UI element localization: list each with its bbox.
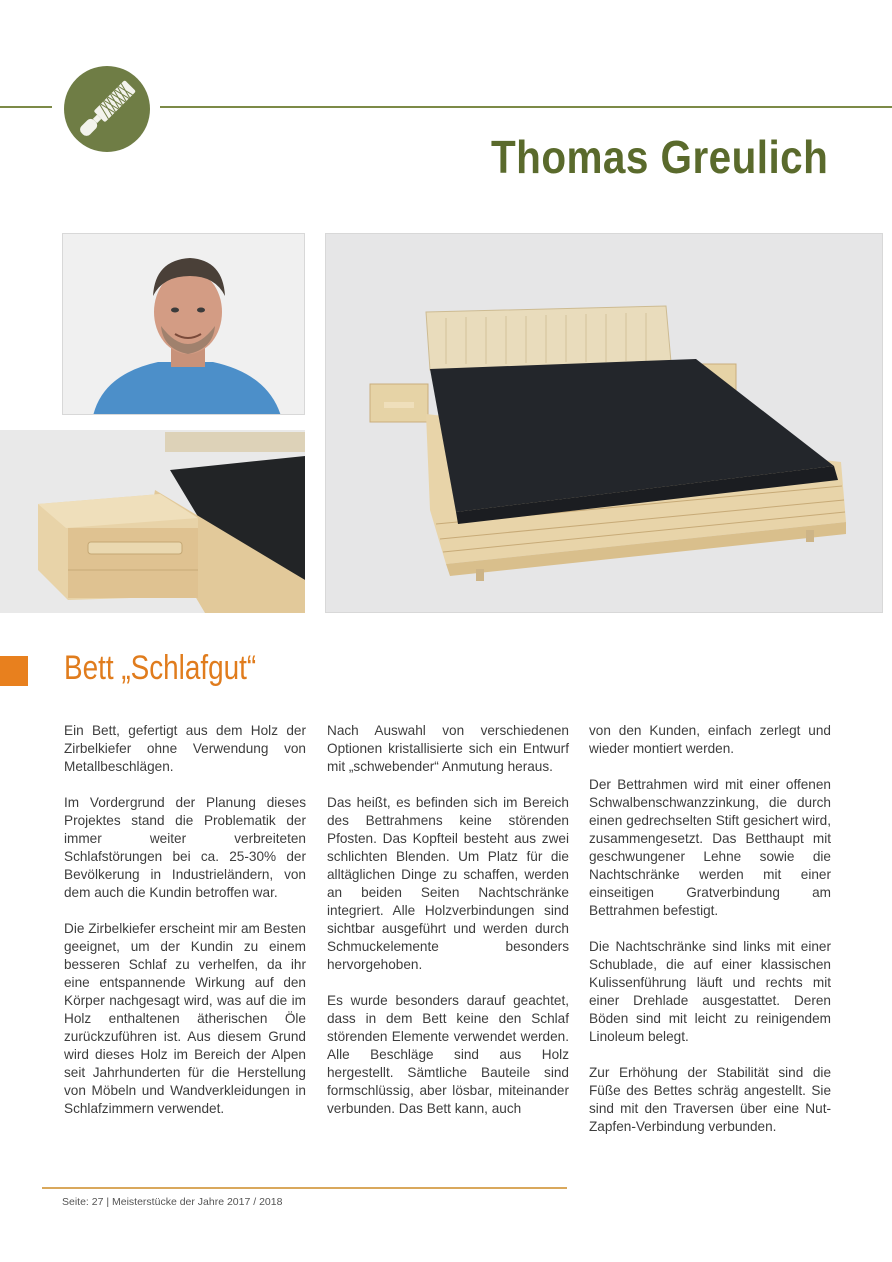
text-column-3 <box>589 722 831 1154</box>
portrait-photo <box>62 233 305 415</box>
rasp-file-icon <box>64 66 150 152</box>
paragraph: von den Kunden, einfach zerlegt und wieder montiert werden. <box>589 723 831 756</box>
bed-photo <box>325 233 883 613</box>
paragraph: Im Vordergrund der Planung dieses Projektes stand die Problematik der immer weiter verbreiteten Schlafstörungen bei ca. 25-30% der Bevölkerung in Industrieländern, von dem auch die Kundin betroffen war. <box>64 795 306 900</box>
text-column-2 <box>327 722 569 1136</box>
nightstand-photo <box>0 430 305 613</box>
paragraph: Ein Bett, gefertigt aus dem Holz der Zirbelkiefer ohne Verwendung von Metallbeschlägen. <box>64 723 306 774</box>
header-rule-right <box>160 106 892 108</box>
paragraph: Das heißt, es befinden sich im Bereich des Bettrahmens keine störenden Pfosten. Das Kopfteil besteht aus zwei schlichten Blenden. Um Platz für die alltäglichen Dinge zu schaffen, werden an beiden Seiten Nachtschränke integriert. Alle Holzverbindungen sind sichtbar ausgeführt und werden durch Schmuckelemente besonders hervorgehoben. <box>327 795 569 972</box>
page-footer: Seite: 27 | Meisterstücke der Jahre 2017 / 2018 <box>62 1196 283 1208</box>
paragraph: Zur Erhöhung der Stabilität sind die Füße des Bettes schräg angestellt. Sie sind mit den Traversen über eine Nut-Zapfen-Verbindung verbunden. <box>589 1065 831 1134</box>
footer-rule <box>42 1187 567 1189</box>
text-column-1 <box>64 722 306 1136</box>
paragraph: Die Zirbelkiefer erscheint mir am Besten geeignet, um der Kundin zu einem besseren Schlaf zu verhelfen, da ihr eine entspannende Wirkung auf den Körper nachgesagt wird, was auf die im Holz enthaltenen ätherischen Öle zurückzuführen ist. Aus diesem Grund wird dieses Holz im Bereich der Alpen seit Jahrhunderten für die Herstellung von Möbeln und Wandverkleidungen in Schlafzimmern verwendet. <box>64 921 306 1116</box>
page-title: Thomas Greulich <box>490 131 828 183</box>
paragraph: Nach Auswahl von verschiedenen Optionen kristallisierte sich ein Entwurf mit „schwebender“ Anmutung heraus. <box>327 723 569 774</box>
header-rule-left <box>0 106 52 108</box>
paragraph: Der Bettrahmen wird mit einer offenen Schwalbenschwanzzinkung, die durch einen gedrechselten Stift gesichert wird, zusammengesetzt. Das Betthaupt mit geschwungener Lehne sowie die Nachtschränke werden mit einer einseitigen Gratverbindung am Bettrahmen befestigt. <box>589 777 831 918</box>
paragraph: Die Nachtschränke sind links mit einer Schublade, die auf einer klassischen Kulissenführung läuft und rechts mit einer Drehlade ausgestattet. Deren Böden sind mit leicht zu reinigendem Linoleum belegt. <box>589 939 831 1044</box>
section-marker <box>0 656 28 686</box>
article-title: Bett „Schlafgut“ <box>64 649 257 687</box>
paragraph: Es wurde besonders darauf geachtet, dass in dem Bett keine den Schlaf störenden Elemente verwendet werden. Alle Beschläge sind aus Holz hergestellt. Sämtliche Bauteile sind formschlüssig, aber lösbar, miteinander verbunden. Das Bett kann, auch <box>327 993 569 1116</box>
logo-badge <box>64 66 150 152</box>
